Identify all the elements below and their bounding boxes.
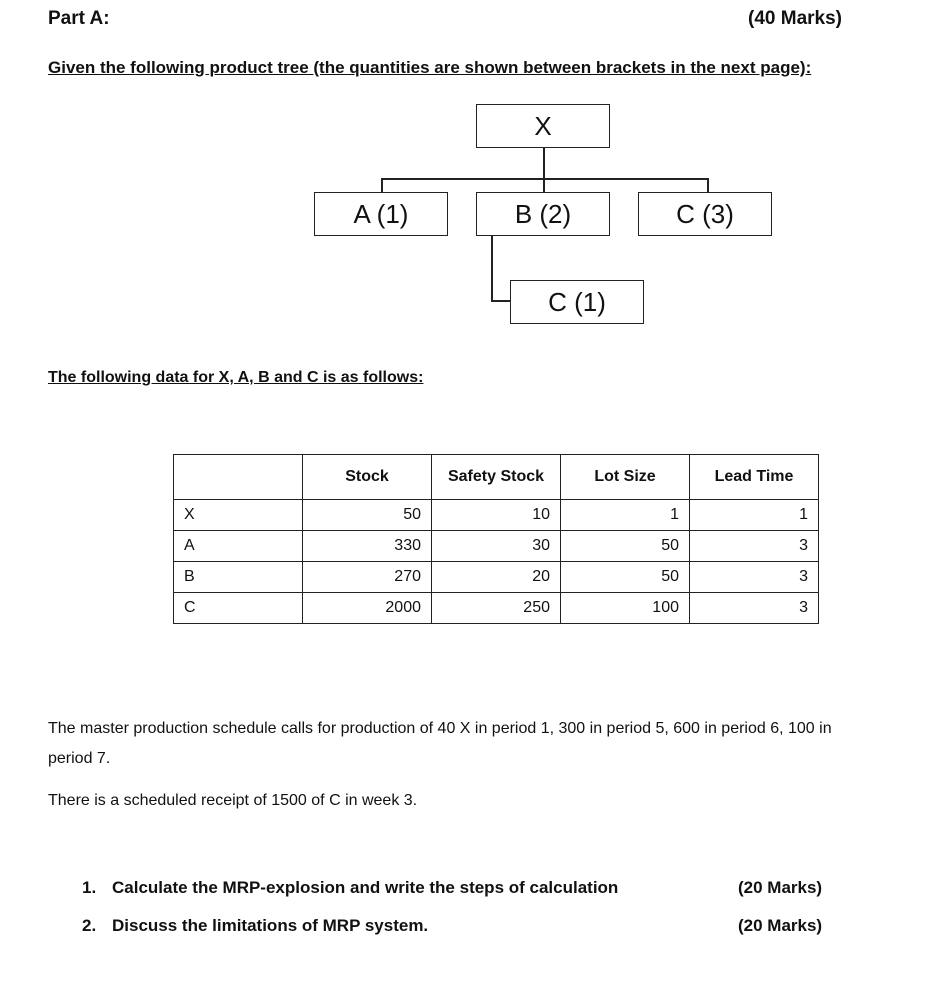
question-text: Calculate the MRP-explosion and write the steps of calculation bbox=[112, 878, 619, 897]
mps-paragraph: The master production schedule calls for production of 40 X in period 1, 300 in period 5, 600 in period 6, 100 in period 7. bbox=[48, 720, 832, 767]
header-cell-lead-time: Lead Time bbox=[690, 455, 819, 500]
table-row bbox=[174, 531, 819, 562]
header-cell-stock: Stock bbox=[303, 455, 432, 500]
tree-node-c: C (3) bbox=[638, 192, 772, 236]
header-cell-item bbox=[174, 455, 303, 500]
cell-stock: 270 bbox=[303, 562, 432, 593]
cell-item: B bbox=[174, 562, 303, 593]
data-intro-text: The following data for X, A, B and C is as follows: bbox=[48, 369, 424, 386]
cell-stock: 50 bbox=[303, 500, 432, 531]
table-row bbox=[174, 562, 819, 593]
table-header-row bbox=[174, 455, 819, 500]
question-text: Discuss the limitations of MRP system. bbox=[112, 916, 429, 935]
cell-item: A bbox=[174, 531, 303, 562]
table-row bbox=[174, 593, 819, 624]
item-data-table bbox=[173, 454, 819, 624]
cell-lot-size: 100 bbox=[561, 593, 690, 624]
scheduled-receipt-paragraph: There is a scheduled receipt of 1500 of C in week 3. bbox=[48, 792, 418, 809]
tree-node-b: B (2) bbox=[476, 192, 610, 236]
header-cell-safety-stock: Safety Stock bbox=[432, 455, 561, 500]
cell-lot-size: 50 bbox=[561, 562, 690, 593]
question-marks: (20 Marks) bbox=[738, 916, 823, 935]
tree-connector bbox=[543, 178, 545, 193]
cell-lead-time: 3 bbox=[690, 531, 819, 562]
cell-lead-time: 3 bbox=[690, 562, 819, 593]
tree-node-root: X bbox=[476, 104, 610, 148]
part-heading: Part A: bbox=[48, 8, 110, 29]
total-marks: (40 Marks) bbox=[748, 8, 842, 29]
question-marks: (20 Marks) bbox=[738, 878, 823, 897]
cell-lot-size: 50 bbox=[561, 531, 690, 562]
header-cell-lot-size: Lot Size bbox=[561, 455, 690, 500]
table-row bbox=[174, 500, 819, 531]
tree-connector bbox=[491, 236, 493, 302]
tree-connector bbox=[381, 178, 383, 193]
cell-lead-time: 3 bbox=[690, 593, 819, 624]
cell-safety-stock: 30 bbox=[432, 531, 561, 562]
tree-connector bbox=[491, 300, 511, 302]
tree-node-a: A (1) bbox=[314, 192, 448, 236]
cell-lot-size: 1 bbox=[561, 500, 690, 531]
question-number: 1. bbox=[82, 878, 97, 897]
cell-lead-time: 1 bbox=[690, 500, 819, 531]
question-number: 2. bbox=[82, 916, 97, 935]
intro-text: Given the following product tree (the quantities are shown between brackets in the next page): bbox=[48, 58, 812, 77]
tree-connector bbox=[381, 178, 709, 180]
cell-safety-stock: 250 bbox=[432, 593, 561, 624]
cell-stock: 330 bbox=[303, 531, 432, 562]
tree-connector bbox=[543, 148, 545, 179]
tree-connector bbox=[707, 178, 709, 193]
tree-node-c-under-b: C (1) bbox=[510, 280, 644, 324]
cell-stock: 2000 bbox=[303, 593, 432, 624]
cell-safety-stock: 10 bbox=[432, 500, 561, 531]
cell-item: C bbox=[174, 593, 303, 624]
cell-item: X bbox=[174, 500, 303, 531]
cell-safety-stock: 20 bbox=[432, 562, 561, 593]
